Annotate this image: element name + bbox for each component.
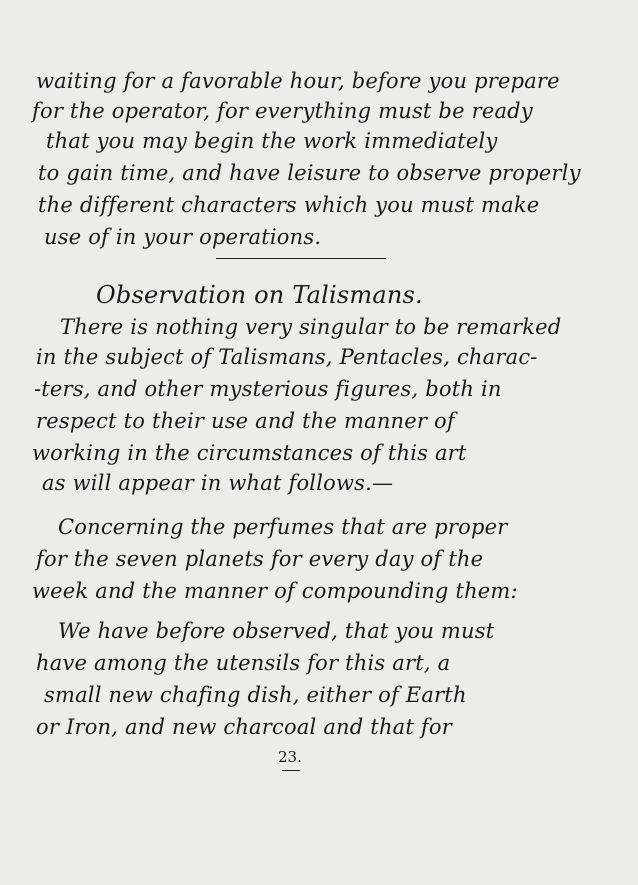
text-line: as will appear in what follows.—	[42, 471, 394, 495]
text-line: have among the utensils for this art, a	[36, 651, 451, 675]
text-line: to gain time, and have leisure to observe properly	[38, 161, 581, 185]
text-line: week and the manner of compounding them:	[32, 579, 518, 603]
section-heading: Observation on Talismans.	[96, 281, 423, 309]
page-number: 23.	[278, 748, 302, 766]
text-line: waiting for a favorable hour, before you prepare	[36, 69, 560, 93]
text-line: Concerning the perfumes that are proper	[58, 515, 508, 539]
text-line: There is nothing very singular to be remarked	[60, 315, 562, 339]
page-number-underline	[282, 770, 300, 771]
text-line: or Iron, and new charcoal and that for	[36, 715, 452, 739]
text-line: We have before observed, that you must	[58, 619, 495, 643]
text-line: use of in your operations.	[44, 225, 322, 249]
text-line: for the operator, for everything must be ready	[32, 99, 533, 123]
text-line: respect to their use and the manner of	[36, 409, 455, 433]
section-divider	[216, 258, 386, 259]
text-line: that you may begin the work immediately	[46, 129, 498, 153]
text-line: -ters, and other mysterious figures, both in	[34, 377, 502, 401]
text-line: working in the circumstances of this art	[32, 441, 467, 465]
text-line: in the subject of Talismans, Pentacles, charac-	[36, 345, 538, 369]
text-line: the different characters which you must make	[38, 193, 540, 217]
text-line: small new chafing dish, either of Earth	[44, 683, 467, 707]
text-line: for the seven planets for every day of the	[36, 547, 484, 571]
